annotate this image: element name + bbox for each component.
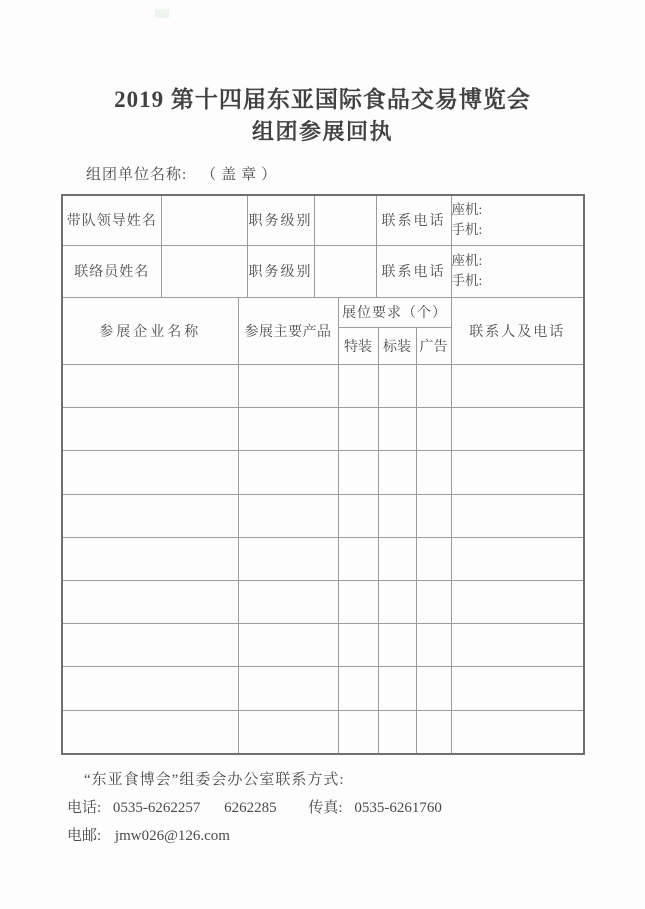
fax-number: 0535-6261760 [354,800,442,816]
exhibitor-empty-cell [63,494,238,537]
exhibitor-empty-row [63,624,583,667]
phone-label: 电话: [67,800,102,816]
exhibitor-empty-cell [451,408,583,451]
phone-number-1: 0535-6262257 [112,800,201,816]
exhibitor-empty-cell [238,451,338,494]
footer-phone-line [67,794,442,822]
exhibitor-empty-row [63,451,583,494]
col-header-booth-ad: 广告 [416,328,451,365]
exhibitor-empty-cell [238,667,338,710]
title-line-2: 组团参展回执 [251,119,393,144]
exhibitor-empty-cell [451,624,583,667]
exhibitor-empty-cell [238,408,338,451]
exhibitor-empty-cell [338,710,378,753]
exhibitor-empty-cell [378,710,416,753]
exhibitor-empty-cell [338,580,378,623]
exhibitor-empty-cell [451,451,583,494]
exhibitor-empty-cell [63,365,238,408]
exhibitor-empty-cell [378,365,416,408]
exhibitor-empty-cell [416,365,451,408]
exhibitor-empty-cell [338,365,378,408]
scan-artifact [155,9,169,18]
exhibitor-table [63,298,583,754]
exhibitor-empty-cell [416,408,451,451]
leader-mobile-label: 手机: [451,222,483,238]
leader-name-value-cell [161,196,247,245]
leader-landline-label: 座机: [451,202,483,218]
exhibitor-empty-cell [416,624,451,667]
footer-office-line: “东亚食博会”组委会办公室联系方式: [84,772,345,788]
exhibitor-empty-row [63,365,583,408]
exhibitor-empty-cell [63,580,238,623]
title-line-1: 2019 第十四届东亚国际食品交易博览会 [114,87,531,112]
exhibitor-empty-row [63,710,583,753]
exhibitor-empty-cell [238,537,338,580]
leader-rank-label: 职务级别 [247,196,314,245]
exhibitor-empty-cell [63,408,238,451]
exhibitor-empty-rows [63,365,583,754]
header-row-group [63,298,583,328]
col-header-contact: 联系人及电话 [451,298,583,365]
liaison-rank-value-cell [314,245,376,297]
leader-rank-value-cell [314,196,376,245]
exhibitor-empty-cell [378,494,416,537]
exhibitor-empty-cell [338,408,378,451]
exhibitor-empty-cell [451,667,583,710]
exhibitor-empty-cell [63,537,238,580]
exhibitor-empty-cell [378,408,416,451]
exhibitor-empty-cell [338,451,378,494]
col-header-products: 参展主要产品 [238,298,338,365]
exhibitor-empty-cell [338,624,378,667]
col-header-company: 参展企业名称 [63,298,238,365]
exhibitor-empty-cell [378,537,416,580]
footer-contact-block [67,766,442,850]
exhibitor-empty-cell [63,710,238,753]
exhibitor-empty-cell [238,365,338,408]
reply-form-table [61,194,585,755]
footer-email-line [67,822,442,850]
leader-name-label: 带队领导姓名 [63,196,161,245]
col-header-booth-requirement: 展位要求（个） [338,298,451,328]
exhibitor-empty-row [63,408,583,451]
fax-label: 传真: [308,800,343,816]
exhibitor-empty-cell [416,667,451,710]
exhibitor-empty-row [63,537,583,580]
leader-phone-cell [451,196,583,245]
exhibitor-empty-cell [416,451,451,494]
document-title [0,84,645,148]
exhibitor-empty-cell [63,451,238,494]
exhibitor-empty-cell [63,624,238,667]
exhibitor-empty-cell [378,451,416,494]
stamp-note: （盖章） [201,167,282,183]
liaison-rank-label: 职务级别 [247,245,314,297]
exhibitor-empty-row [63,494,583,537]
exhibitor-empty-cell [451,580,583,623]
exhibitor-empty-cell [378,624,416,667]
exhibitor-empty-cell [451,710,583,753]
exhibitor-empty-cell [451,365,583,408]
exhibitor-empty-cell [238,710,338,753]
exhibitor-empty-cell [238,494,338,537]
liaison-row [63,245,583,297]
exhibitor-table-header [63,298,583,365]
leader-phone-label: 联系电话 [376,196,451,245]
liaison-name-label: 联络员姓名 [63,245,161,297]
exhibitor-empty-cell [416,537,451,580]
exhibitor-empty-cell [238,580,338,623]
exhibitor-empty-cell [63,667,238,710]
exhibitor-empty-row [63,667,583,710]
liaison-name-value-cell [161,245,247,297]
liaison-mobile-label: 手机: [451,273,483,288]
exhibitor-empty-cell [451,494,583,537]
exhibitor-empty-cell [338,537,378,580]
exhibitor-empty-row [63,580,583,623]
exhibitor-empty-cell [451,537,583,580]
unit-name-label: 组团单位名称: [86,167,188,183]
exhibitor-empty-cell [238,624,338,667]
leader-contact-table [63,196,583,298]
col-header-booth-standard: 标装 [378,328,416,365]
col-header-booth-special: 特装 [338,328,378,365]
leader-row [63,196,583,245]
email-address: jmw026@126.com [114,828,230,844]
exhibitor-empty-cell [378,667,416,710]
liaison-phone-label: 联系电话 [376,245,451,297]
liaison-landline-label: 座机: [451,253,483,268]
email-label: 电邮: [67,828,102,844]
exhibitor-empty-cell [416,580,451,623]
group-unit-name-line [86,163,281,184]
exhibitor-empty-cell [416,710,451,753]
exhibitor-empty-cell [338,667,378,710]
phone-number-2: 6262285 [224,800,277,816]
exhibitor-empty-cell [338,494,378,537]
exhibitor-empty-cell [378,580,416,623]
exhibitor-empty-cell [416,494,451,537]
liaison-phone-cell [451,245,583,297]
